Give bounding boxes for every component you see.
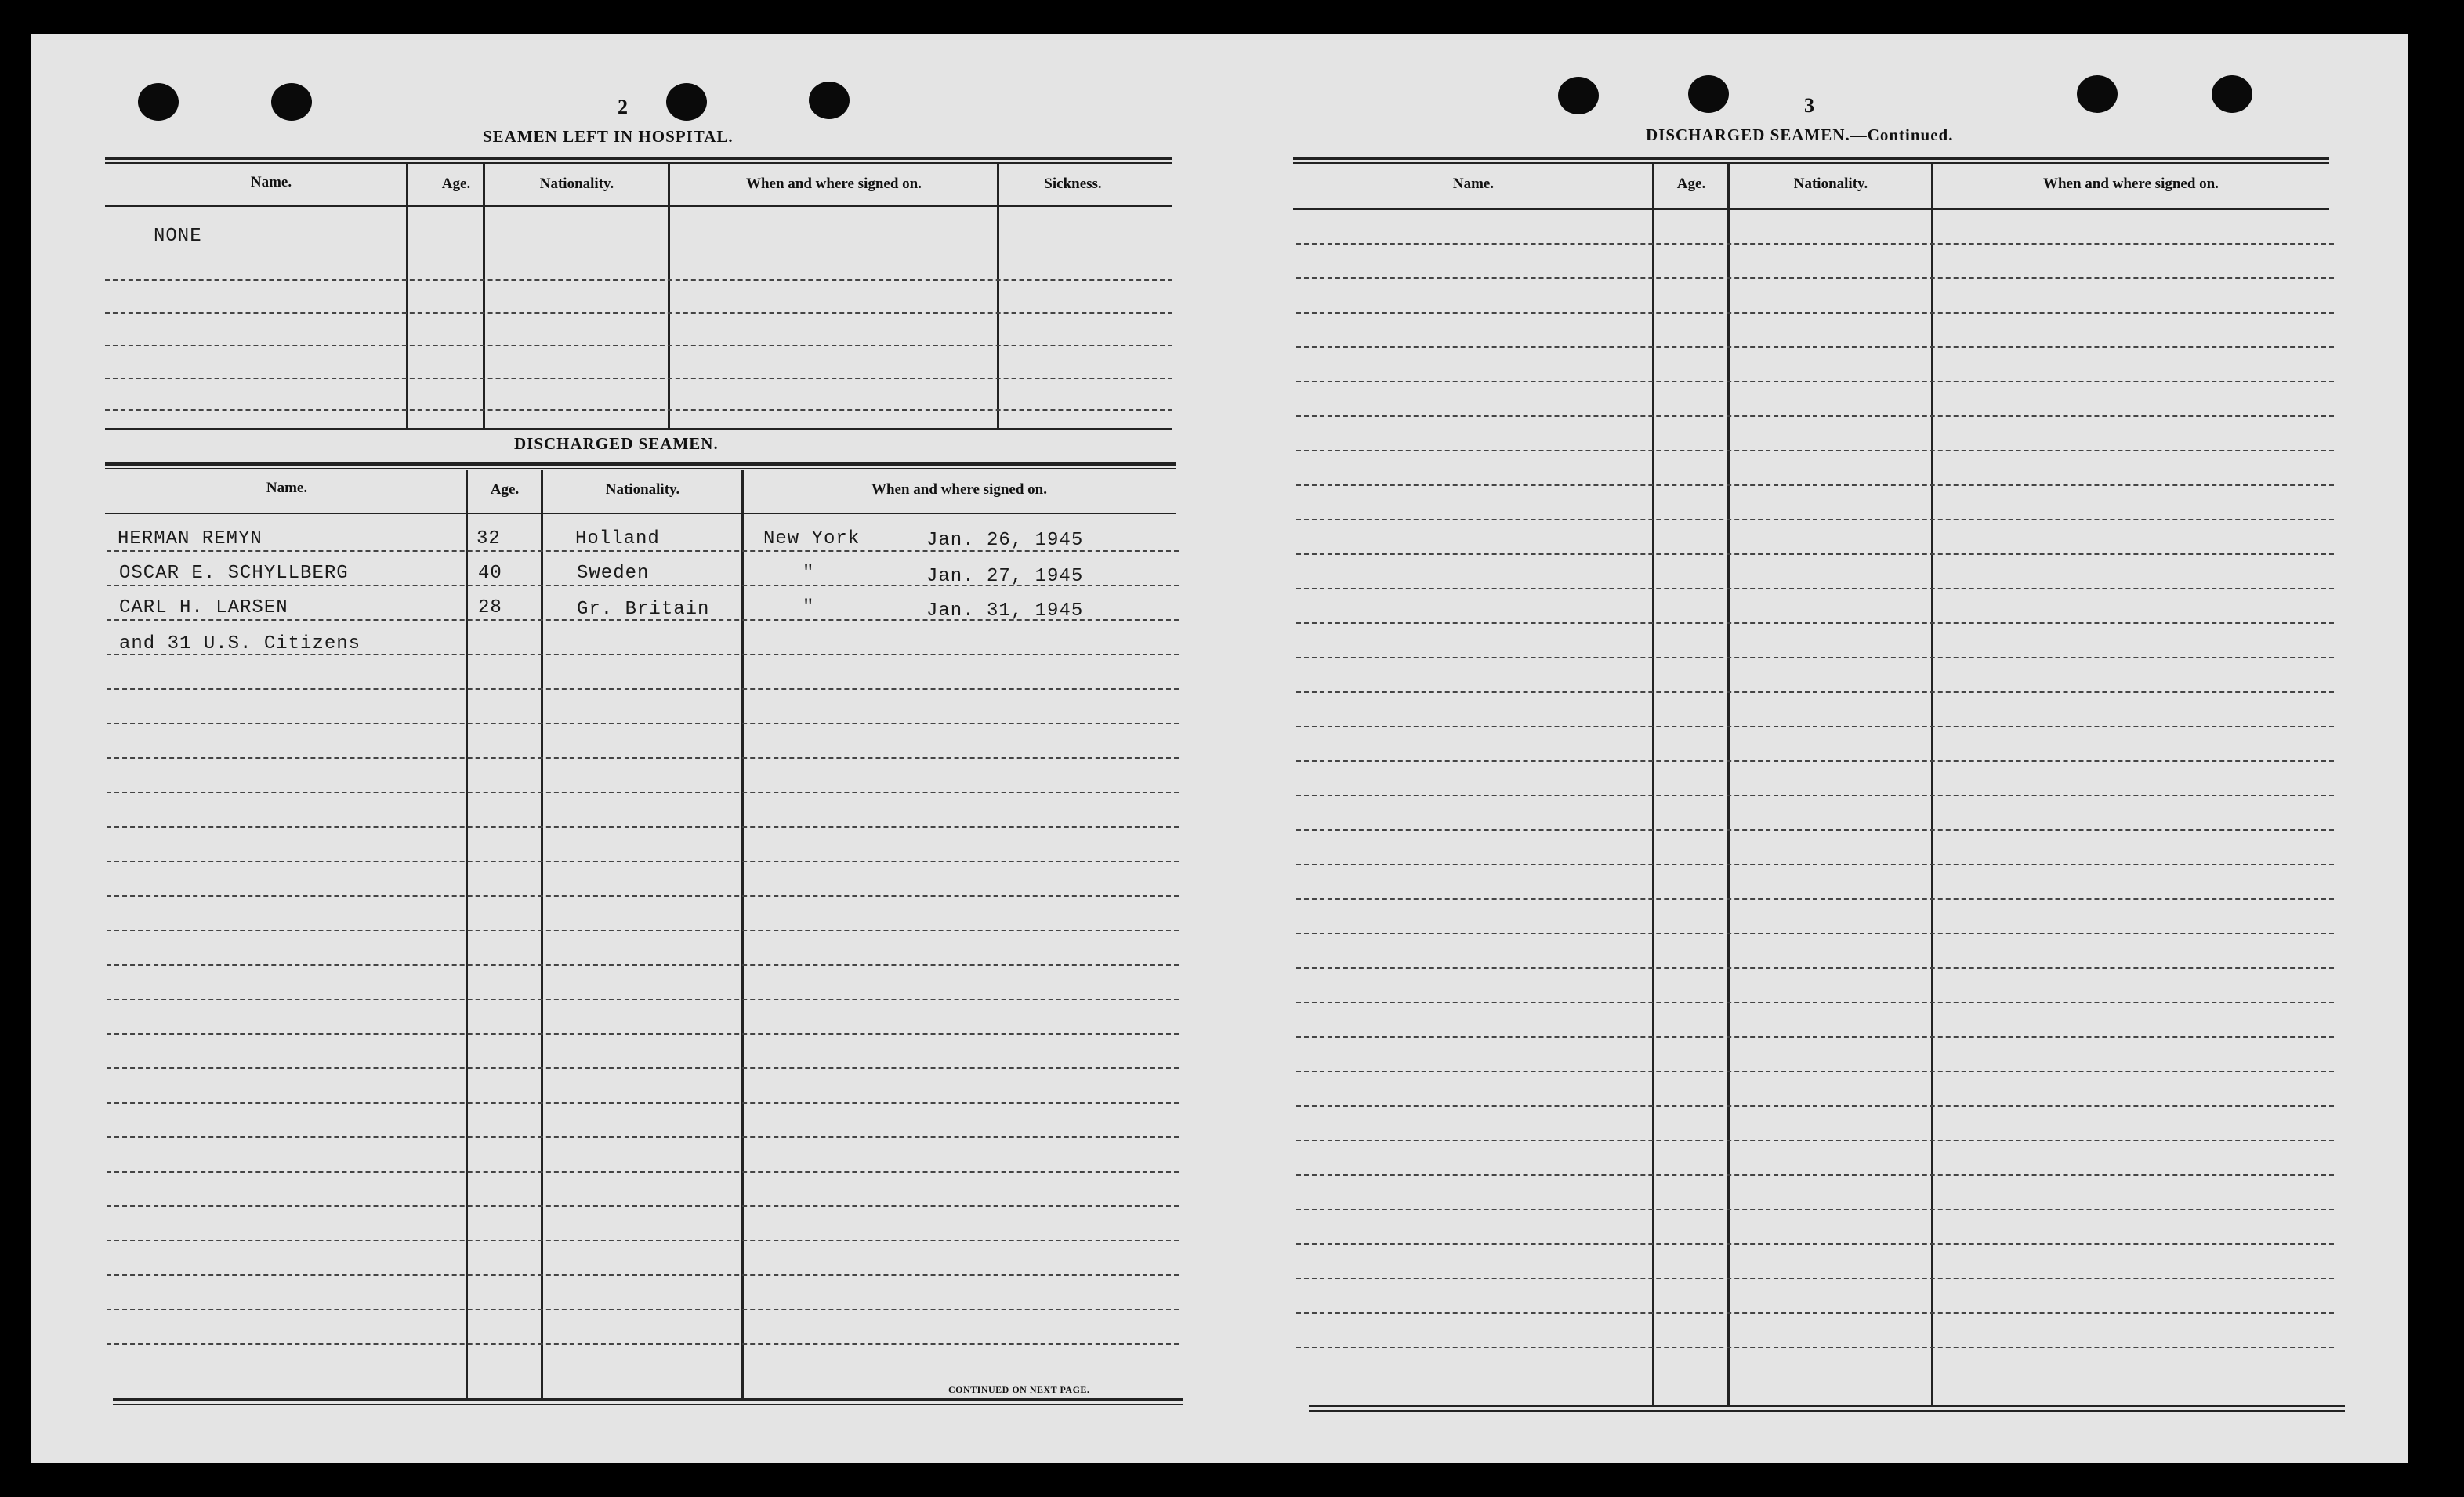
hospital-table-header-rule [105, 205, 1172, 207]
dotted-row-line [1296, 691, 2334, 693]
dotted-row-line [107, 1102, 1179, 1104]
dotted-row-line [107, 654, 1179, 655]
punch-hole [138, 83, 179, 121]
right-table-bottom-rule-thin [1309, 1410, 2345, 1412]
discharged-row-nationality: Sweden [577, 563, 650, 584]
dotted-row-line [1296, 381, 2334, 382]
dotted-row-line [1296, 1347, 2334, 1348]
dotted-row-line [107, 1240, 1179, 1241]
dotted-row-line [1296, 484, 2334, 486]
discharged-row-date: Jan. 31, 1945 [926, 600, 1084, 622]
discharged-row-date: Jan. 27, 1945 [926, 566, 1084, 587]
discharged-row-place: " [803, 563, 815, 584]
dotted-row-line [1296, 1312, 2334, 1314]
dotted-row-line [107, 619, 1179, 621]
punch-hole [2077, 75, 2118, 113]
dotted-row-line [107, 585, 1179, 586]
hospital-col-divider [668, 163, 670, 430]
dotted-row-line [1296, 450, 2334, 451]
dotted-row-line [1296, 1140, 2334, 1141]
right-col-divider [1727, 163, 1730, 1406]
discharged-row-date: Jan. 26, 1945 [926, 530, 1084, 551]
discharged-row-nationality: Holland [575, 528, 660, 549]
discharged-table-bottom-rule [113, 1398, 1183, 1401]
right-table-bottom-rule [1309, 1405, 2345, 1407]
dotted-row-line [1296, 588, 2334, 589]
dotted-row-line [107, 550, 1179, 552]
discharged-col-nationality: Nationality. [605, 481, 680, 498]
discharged-row-name: CARL H. LARSEN [119, 597, 288, 618]
hospital-col-age: Age. [441, 176, 471, 192]
discharged-section-title: DISCHARGED SEAMEN. [514, 434, 719, 453]
dotted-row-line [107, 1067, 1179, 1069]
dotted-row-line [107, 930, 1179, 931]
dotted-row-line [107, 757, 1179, 759]
discharged-row-place: New York [763, 528, 861, 549]
dotted-row-line [1296, 1209, 2334, 1210]
dotted-row-line [105, 345, 1172, 346]
dotted-row-line [1296, 864, 2334, 865]
punch-hole [1688, 75, 1729, 113]
dotted-row-line [105, 378, 1172, 379]
discharged-row-name: HERMAN REMYN [118, 528, 263, 549]
dotted-row-line [107, 861, 1179, 862]
right-table-top-rule [1293, 157, 2329, 160]
right-col-age: Age. [1676, 176, 1706, 192]
dotted-row-line [1296, 1036, 2334, 1038]
right-col-name: Name. [1452, 176, 1495, 192]
right-section-title: DISCHARGED SEAMEN.—Continued. [1646, 125, 1954, 144]
right-page-number: 3 [1804, 94, 1814, 117]
dotted-row-line [1296, 1071, 2334, 1072]
right-col-nationality: Nationality. [1793, 176, 1868, 192]
discharged-row-age: 40 [478, 563, 502, 584]
continued-note: CONTINUED ON NEXT PAGE. [948, 1384, 1090, 1395]
discharged-col-divider [741, 470, 744, 1401]
dotted-row-line [107, 1205, 1179, 1207]
dotted-row-line [1296, 795, 2334, 796]
dotted-row-line [107, 964, 1179, 966]
hospital-col-divider [997, 163, 999, 430]
hospital-col-sickness: Sickness. [1044, 176, 1102, 192]
discharged-table-bottom-rule-thin [113, 1404, 1183, 1405]
discharged-row-nationality: Gr. Britain [577, 599, 710, 620]
dotted-row-line [107, 688, 1179, 690]
dotted-row-line [105, 409, 1172, 411]
hospital-table-top-rule [105, 157, 1172, 160]
hospital-col-divider [406, 163, 408, 430]
dotted-row-line [1296, 967, 2334, 969]
dotted-row-line [1296, 277, 2334, 279]
dotted-row-line [107, 1274, 1179, 1276]
left-page-number: 2 [618, 96, 628, 118]
dotted-row-line [1296, 622, 2334, 624]
discharged-note: and 31 U.S. Citizens [119, 633, 361, 654]
dotted-row-line [1296, 657, 2334, 658]
hospital-entry: NONE [154, 226, 202, 247]
discharged-col-signed-on: When and where signed on. [871, 481, 1047, 498]
hospital-col-signed-on: When and where signed on. [745, 176, 922, 192]
dotted-row-line [1296, 1278, 2334, 1279]
hospital-col-name: Name. [250, 174, 292, 190]
discharged-table-top-rule-thin [105, 468, 1176, 469]
dotted-row-line [1296, 1002, 2334, 1003]
dotted-row-line [1296, 312, 2334, 314]
punch-hole [809, 82, 850, 119]
punch-hole [271, 83, 312, 121]
hospital-col-divider [483, 163, 485, 430]
dotted-row-line [1296, 415, 2334, 417]
hospital-table-bottom-rule [105, 428, 1172, 430]
dotted-row-line [1296, 933, 2334, 934]
dotted-row-line [105, 279, 1172, 281]
discharged-row-age: 32 [476, 528, 501, 549]
discharged-row-place: " [803, 597, 815, 618]
dotted-row-line [1296, 760, 2334, 762]
hospital-section-title: SEAMEN LEFT IN HOSPITAL. [483, 127, 734, 146]
dotted-row-line [1296, 243, 2334, 245]
dotted-row-line [107, 999, 1179, 1000]
dotted-row-line [1296, 898, 2334, 900]
dotted-row-line [107, 1136, 1179, 1138]
dotted-row-line [107, 895, 1179, 897]
dotted-row-line [107, 723, 1179, 724]
discharged-col-divider [541, 470, 543, 1401]
dotted-row-line [107, 1033, 1179, 1035]
right-col-signed-on: When and where signed on. [2042, 176, 2219, 192]
dotted-row-line [107, 1171, 1179, 1173]
hospital-col-nationality: Nationality. [539, 176, 614, 192]
right-table-top-rule-thin [1293, 162, 2329, 164]
right-col-divider [1931, 163, 1933, 1406]
dotted-row-line [107, 826, 1179, 828]
discharged-col-divider [466, 470, 468, 1401]
dotted-row-line [1296, 1105, 2334, 1107]
dotted-row-line [1296, 1174, 2334, 1176]
dotted-row-line [107, 792, 1179, 793]
discharged-col-name: Name. [266, 480, 308, 496]
right-col-divider [1652, 163, 1654, 1406]
punch-hole [1558, 77, 1599, 114]
dotted-row-line [1296, 519, 2334, 520]
dotted-row-line [107, 1309, 1179, 1310]
hospital-table-top-rule-thin [105, 162, 1172, 164]
document-sheet [31, 34, 2408, 1463]
dotted-row-line [1296, 829, 2334, 831]
discharged-table-top-rule [105, 462, 1176, 466]
discharged-col-age: Age. [490, 481, 520, 498]
dotted-row-line [1296, 726, 2334, 727]
right-table-header-rule [1293, 208, 2329, 210]
discharged-row-age: 28 [478, 597, 502, 618]
dotted-row-line [105, 312, 1172, 314]
punch-hole [2212, 75, 2252, 113]
dotted-row-line [1296, 1243, 2334, 1245]
dotted-row-line [107, 1343, 1179, 1345]
punch-hole [666, 83, 707, 121]
dotted-row-line [1296, 346, 2334, 348]
discharged-table-header-rule [105, 513, 1176, 514]
discharged-row-name: OSCAR E. SCHYLLBERG [119, 563, 349, 584]
dotted-row-line [1296, 553, 2334, 555]
